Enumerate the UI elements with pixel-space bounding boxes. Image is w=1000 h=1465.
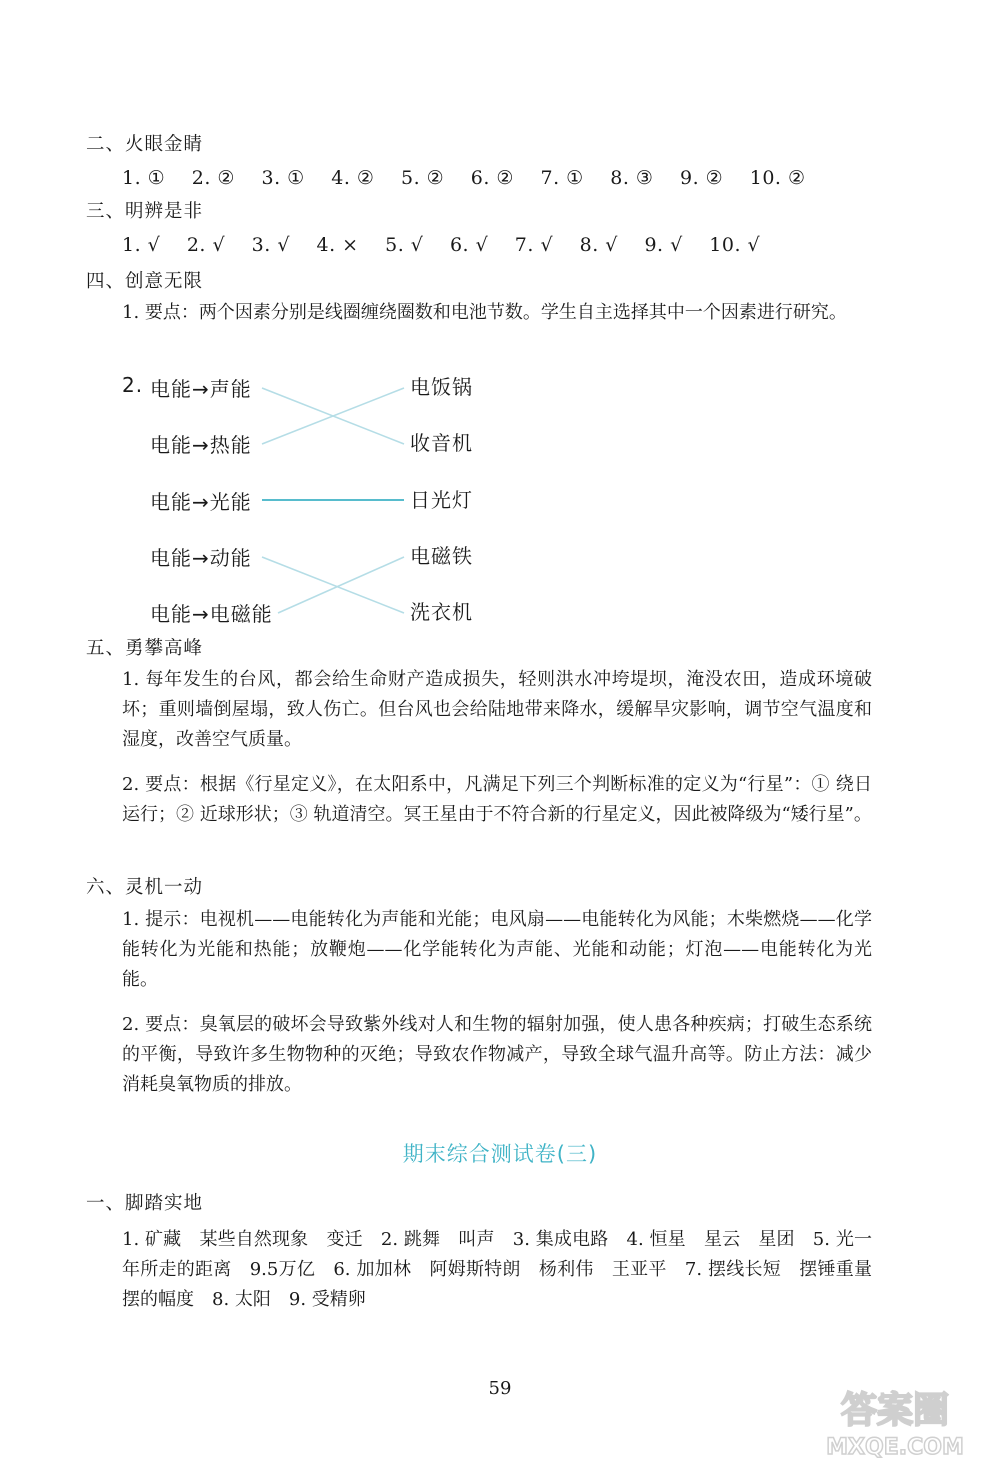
- section-6-q2: 2. 要点：臭氧层的破坏会导致紫外线对人和生物的辐射加强，使人患各种疾病；打破生态系统的平衡，导致许多生物物种的灭绝；导致农作物减产，导致全球气温升高等。防止方法：减少消耗臭氧物质的排放。: [122, 1014, 872, 1095]
- match-left-item: 电能→动能: [150, 546, 252, 570]
- section-4-title: 四、创意无限: [86, 271, 204, 292]
- answer-item: 3. ①: [261, 167, 305, 189]
- match-line: [278, 557, 404, 613]
- section-6-q1: 1. 提示：电视机——电能转化为声能和光能；电风扇——电能转化为风能；木柴燃烧——化学能转化为光能和热能；放鞭炮——化学能转化为声能、光能和动能；灯泡——电能转化为光能。: [122, 909, 872, 990]
- answer-item: 8. √: [579, 234, 618, 256]
- section-5-q1: 1. 每年发生的台风，都会给生命财产造成损失，轻则洪水冲垮堤坝，淹没农田，造成环境破坏；重则墙倒屋塌，致人伤亡。但台风也会给陆地带来降水，缓解旱灾影响，调节空气温度和湿度，改善空气质量。: [122, 669, 872, 750]
- section-6-title: 六、灵机一动: [86, 877, 204, 898]
- answer-item: 7. √: [514, 234, 554, 256]
- answer-item: 1. √: [122, 234, 161, 256]
- answer-item: 4. ②: [331, 167, 375, 189]
- answer-item: 8. ③: [610, 167, 654, 189]
- match-right-item: 电磁铁: [410, 544, 473, 568]
- answer-item: 1. ①: [122, 167, 166, 189]
- match-left-item: 电能→热能: [150, 433, 252, 457]
- watermark-logo: [800, 1380, 990, 1460]
- match-left-item: 电能→电磁能: [150, 602, 273, 626]
- match-left-item: 电能→光能: [150, 490, 252, 514]
- section-5-q2: 2. 要点：根据《行星定义》，在太阳系中，凡满足下列三个判断标准的定义为“行星”：① 绕日运行；② 近球形状；③ 轨道清空。冥王星由于不符合新的行星定义，因此被降级为“矮行星”。: [122, 774, 872, 825]
- answer-item: 7. ①: [540, 167, 584, 189]
- answer-item: 5. √: [385, 234, 424, 256]
- match-right-item: 收音机: [410, 431, 473, 455]
- page-number: 59: [488, 1378, 512, 1399]
- match-right-item: 日光灯: [410, 488, 473, 512]
- answer-item: 2. ②: [191, 167, 235, 189]
- section-5-title: 五、勇攀高峰: [86, 638, 204, 659]
- answer-item: 3. √: [251, 234, 290, 256]
- matching-lines: [0, 0, 1000, 700]
- answer-item: 6. √: [449, 234, 489, 256]
- answer-item: 4. ×: [316, 234, 359, 256]
- section-2-title: 二、火眼金睛: [86, 134, 204, 155]
- answer-item: 5. ②: [401, 167, 445, 189]
- watermark-bottom: MXQE.COM: [826, 1435, 964, 1460]
- answer-item: 9. ②: [680, 167, 724, 189]
- match-left-item: 电能→声能: [150, 377, 252, 401]
- answer-item: 10. √: [709, 234, 761, 256]
- watermark-top: 答案圈: [840, 1390, 950, 1431]
- part-1-q1: 1. 矿藏 某些自然现象 变迁 2. 跳舞 叫声 3. 集成电路 4. 恒星 星云 星团 5. 光一年所走的距离 9.5万亿 6. 加加林 阿姆斯特朗 杨利伟 王亚平 7. 摆线长短 摆锤重量 摆的幅度 8. 太阳 9. 受精卵: [122, 1229, 890, 1310]
- answer-item: 10. ②: [749, 167, 806, 189]
- exam-title: 期末综合测试卷(三): [402, 1142, 598, 1166]
- answer-item: 6. ②: [470, 167, 514, 189]
- match-right-item: 洗衣机: [410, 600, 473, 624]
- match-line: [262, 557, 404, 613]
- section-4-q1: 1. 要点：两个因素分别是线圈缠绕圈数和电池节数。学生自主选择其中一个因素进行研究。: [122, 302, 847, 323]
- answer-item: 2. √: [186, 234, 226, 256]
- part-1-title: 一、脚踏实地: [86, 1193, 204, 1214]
- q2-number: 2.: [122, 373, 144, 397]
- section-3-title: 三、明辨是非: [86, 201, 204, 222]
- match-right-item: 电饭锅: [410, 375, 473, 399]
- answer-item: 9. √: [644, 234, 683, 256]
